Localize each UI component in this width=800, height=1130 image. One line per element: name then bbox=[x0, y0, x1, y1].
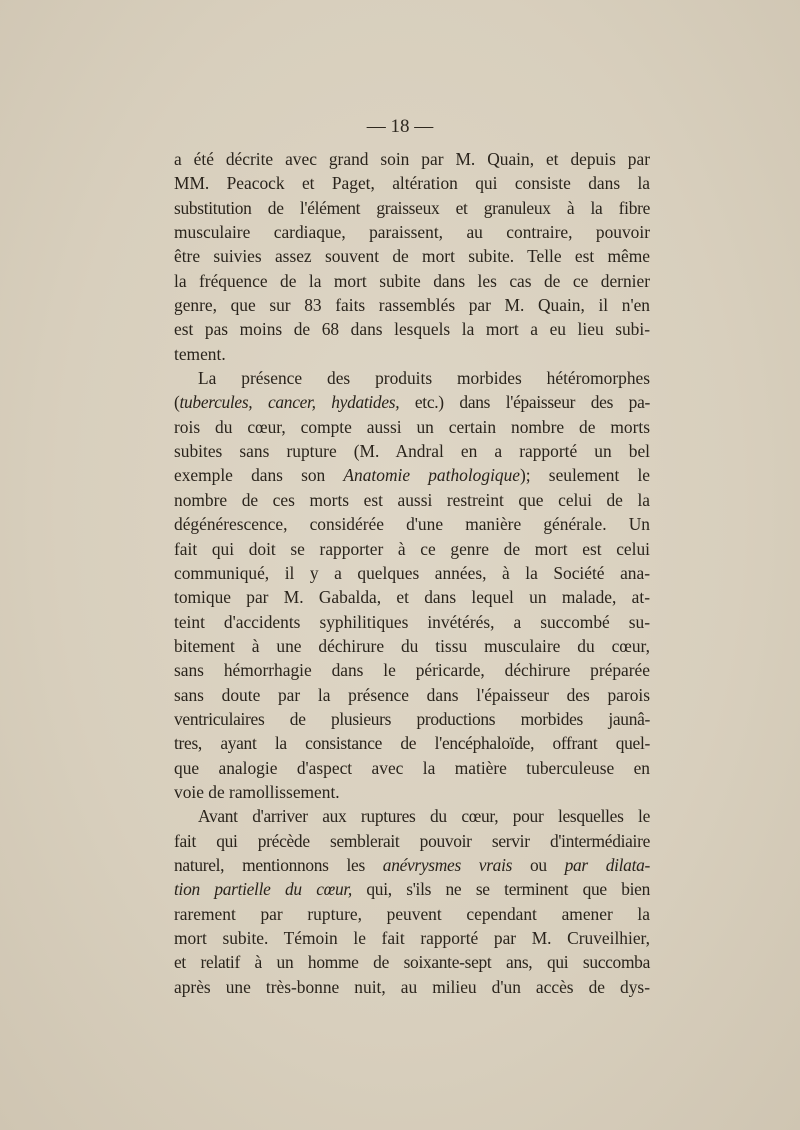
text-line bbox=[174, 780, 650, 804]
page-number: — 18 — bbox=[366, 116, 434, 137]
text-line bbox=[174, 196, 650, 220]
text-line bbox=[174, 975, 650, 999]
text-line bbox=[174, 585, 650, 609]
text-segment: La présence des produits morbides hétéromorphes bbox=[198, 368, 650, 389]
text-segment: tres, ayant la consistance de l'encéphaloïde, offrant quel- bbox=[174, 733, 650, 754]
text-line bbox=[174, 147, 650, 171]
text-segment: genre, que sur 83 faits rassemblés par M. Quain, il n'en bbox=[174, 295, 650, 316]
text-segment: ventriculaires de plusieurs productions morbides jaunâ- bbox=[174, 708, 650, 729]
text-segment: etc.) dans l'épaisseur des pa- bbox=[399, 392, 650, 413]
text-line bbox=[174, 488, 650, 512]
text-segment: MM. Peacock et Paget, altération qui consiste dans la bbox=[174, 173, 650, 194]
text-line bbox=[174, 439, 650, 463]
text-segment: est pas moins de 68 dans lesquels la mort a eu lieu subi- bbox=[174, 319, 650, 340]
text-line bbox=[174, 512, 650, 536]
text-segment: sans doute par la présence dans l'épaisseur des parois bbox=[174, 684, 650, 705]
text-line bbox=[174, 342, 650, 366]
text-line bbox=[174, 731, 650, 755]
italic-text: tubercules, cancer, hydatides, bbox=[179, 392, 400, 413]
text-line bbox=[174, 926, 650, 950]
text-segment: ou bbox=[512, 854, 565, 875]
text-segment: rarement par rupture, peuvent cependant amener la bbox=[174, 903, 650, 924]
body-text bbox=[174, 147, 650, 999]
text-line bbox=[174, 950, 650, 974]
text-segment: communiqué, il y a quelques années, à la Société ana- bbox=[174, 562, 650, 583]
text-segment: naturel, mentionnons les bbox=[174, 854, 383, 875]
text-line bbox=[174, 171, 650, 195]
text-line bbox=[174, 366, 650, 390]
text-line bbox=[174, 415, 650, 439]
text-segment: subites sans rupture (M. Andral en a rapporté un bel bbox=[174, 441, 650, 462]
text-segment: a été décrite avec grand soin par M. Quain, et depuis par bbox=[174, 149, 650, 169]
text-segment: exemple dans son bbox=[174, 465, 344, 486]
text-segment: sans hémorrhagie dans le péricarde, déchirure préparée bbox=[174, 660, 650, 681]
text-segment: nombre de ces morts est aussi restreint que celui de la bbox=[174, 489, 650, 510]
text-segment: qui, s'ils ne se terminent que bien bbox=[351, 879, 650, 900]
text-line bbox=[174, 244, 650, 268]
text-line bbox=[174, 463, 650, 487]
text-segment: être suivies assez souvent de mort subite. Telle est même bbox=[174, 246, 650, 267]
text-line bbox=[174, 390, 650, 414]
text-segment: rois du cœur, compte aussi un certain nombre de morts bbox=[174, 416, 650, 437]
text-segment: mort subite. Témoin le fait rapporté par M. Cruveilhier, bbox=[174, 928, 650, 948]
text-line bbox=[174, 683, 650, 707]
text-segment: voie de ramollissement. bbox=[174, 781, 340, 802]
text-segment: teint d'accidents syphilitiques invétérés, a succombé su- bbox=[174, 611, 650, 632]
text-line bbox=[174, 220, 650, 244]
text-segment: fait qui précède semblerait pouvoir servir d'intermédiaire bbox=[174, 830, 650, 851]
text-segment: bitement à une déchirure du tissu musculaire du cœur, bbox=[174, 635, 650, 656]
text-line bbox=[174, 853, 650, 877]
text-segment: la fréquence de la mort subite dans les cas de ce dernier bbox=[174, 270, 650, 291]
text-segment: tomique par M. Gabalda, et dans lequel un malade, at- bbox=[174, 587, 650, 608]
text-segment: ); seulement le bbox=[520, 465, 651, 486]
text-line bbox=[174, 561, 650, 585]
text-line bbox=[174, 829, 650, 853]
text-segment: fait qui doit se rapporter à ce genre de mort est celui bbox=[174, 538, 650, 559]
text-line bbox=[174, 877, 650, 901]
italic-text: tion partielle du cœur, bbox=[174, 879, 352, 900]
text-line bbox=[174, 537, 650, 561]
text-line bbox=[174, 269, 650, 293]
text-line bbox=[174, 317, 650, 341]
text-segment: que analogie d'aspect avec la matière tuberculeuse en bbox=[174, 757, 650, 778]
text-line bbox=[174, 634, 650, 658]
text-segment: musculaire cardiaque, paraissent, au contraire, pouvoir bbox=[174, 222, 650, 243]
text-line bbox=[174, 902, 650, 926]
text-line bbox=[174, 707, 650, 731]
text-segment: dégénérescence, considérée d'une manière générale. Un bbox=[174, 514, 650, 535]
text-segment: ( bbox=[174, 392, 180, 413]
text-segment: substitution de l'élément graisseux et granuleux à la fibre bbox=[174, 197, 650, 218]
text-line bbox=[174, 658, 650, 682]
text-segment: et relatif à un homme de soixante-sept ans, qui succomba bbox=[174, 952, 650, 973]
italic-text: par dilata- bbox=[564, 854, 650, 875]
text-segment: Avant d'arriver aux ruptures du cœur, pour lesquelles le bbox=[198, 806, 650, 827]
text-segment: après une très-bonne nuit, au milieu d'un accès de dys- bbox=[174, 976, 650, 997]
text-line bbox=[174, 293, 650, 317]
italic-text: Anatomie pathologique bbox=[343, 465, 521, 486]
text-line bbox=[174, 804, 650, 828]
text-segment: tement. bbox=[174, 343, 226, 364]
text-line bbox=[174, 610, 650, 634]
italic-text: anévrysmes vrais bbox=[382, 854, 513, 875]
text-line bbox=[174, 756, 650, 780]
